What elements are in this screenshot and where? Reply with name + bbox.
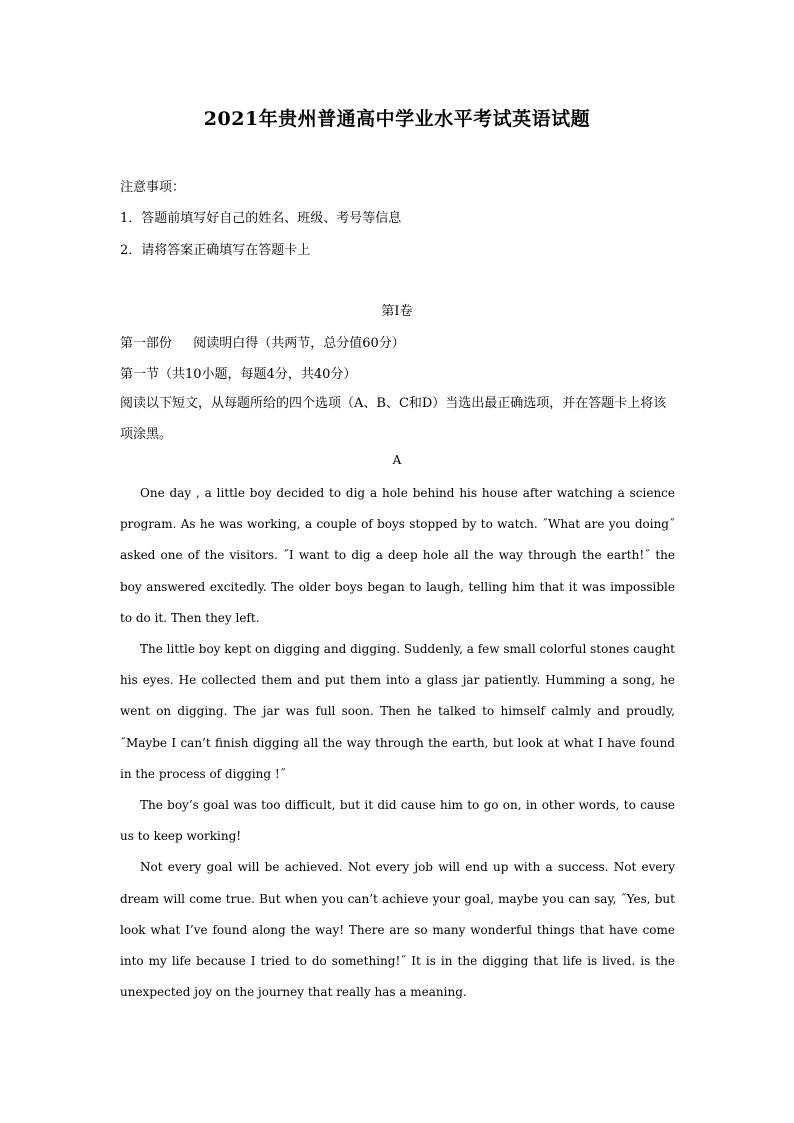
passage-paragraph: One day , a little boy decided to dig a hole behind his house after watching a science program. As he was working, a couple of boys stopped by to watch. ˝What are you doing˝ asked one of the visitors. ˝I want to dig a deep hole all the way through the earth!˝ the boy answered excitedly. The older boys began to laugh, telling him that it was impossible to do it. Then they left. [120,486,675,625]
notice-item-2: 2．请将答案正确填写在答题卡上 [120,243,311,258]
passage-paragraph: Not every goal will be achieved. Not every job will end up with a success. Not every dream will come true. But when you can’t achieve your goal, maybe you can say, ˝Yes, but look what I’ve found along the way! There are so many wonderful things that have come into my life because I tried to do something!˝ It is in the digging that life is lived. is the unexpected joy on the journey that really has a meaning. [120,860,675,1000]
passage-paragraph: The boy’s goal was too difficult, but it did cause him to go on, in other words, to cause us to keep working! [120,798,675,844]
passage-paragraph: The little boy kept on digging and digging. Suddenly, a few small colorful stones caught his eyes. He collected them and put them into a glass jar patiently. Humming a song, he went on digging. The jar was full soon. Then he talked to himself calmly and proudly, ˝Maybe I can’t finish digging all the way through the earth, but look at what I have found in the process of digging !˝ [120,642,675,781]
passage-label: A [392,453,402,467]
notice-heading: 注意事项： [120,180,186,195]
notice-item-1: 1．答题前填写好自己的姓名、班级、考号等信息 [120,211,402,226]
part-heading: 第一部份 阅读明白得（共两节，总分值60分） [120,336,405,351]
page-title: 2021年贵州普通高中学业水平考试英语试题 [203,108,591,130]
volume-heading: 第I卷 [381,304,413,319]
section-heading: 第一节（共10小题，每题4分，共40分） [120,367,357,382]
passage-body [120,478,675,1008]
instruction-text: 阅读以下短文，从每题所给的四个选项（A、B、C和D）当选出最正确选项，并在答题卡上将该项涂黑。 [120,396,667,442]
